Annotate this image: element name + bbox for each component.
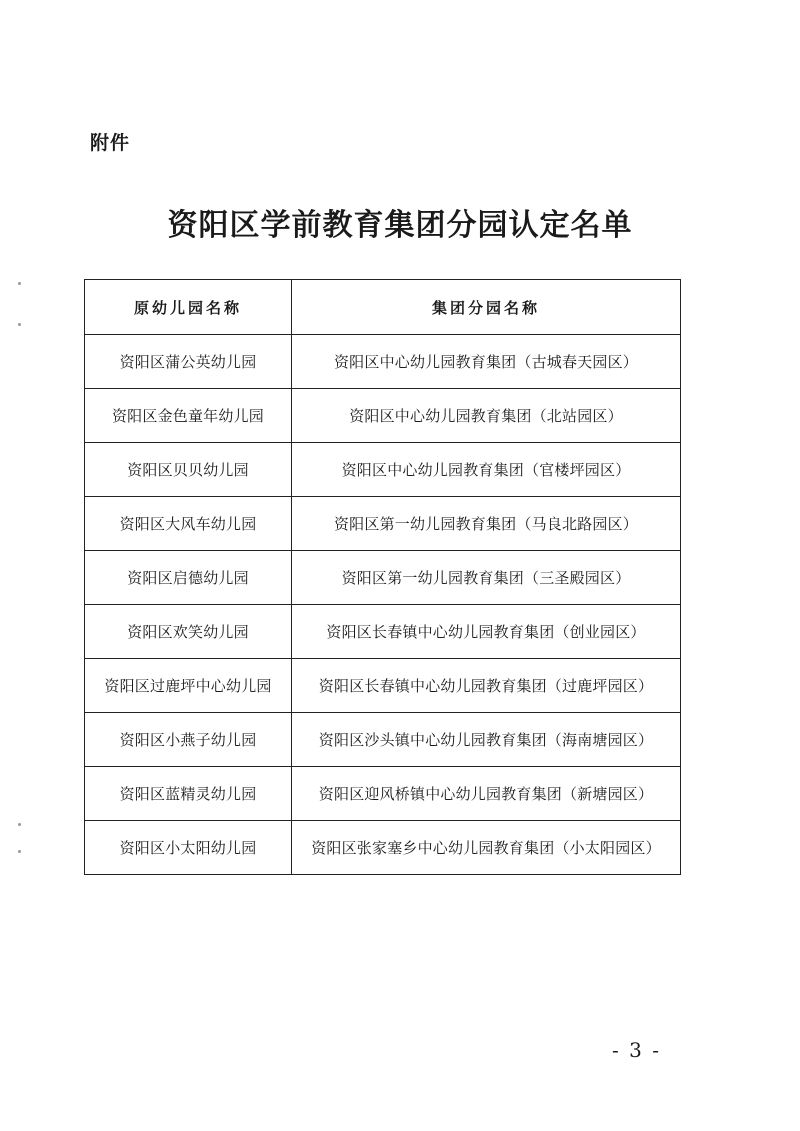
original-name-cell: 资阳区过鹿坪中心幼儿园 [85, 659, 292, 713]
original-name-cell: 资阳区小燕子幼儿园 [85, 713, 292, 767]
branch-name-cell: 资阳区第一幼儿园教育集团（三圣殿园区） [292, 551, 681, 605]
branch-name-cell: 资阳区中心幼儿园教育集团（古城春天园区） [292, 335, 681, 389]
original-name-cell: 资阳区大风车幼儿园 [85, 497, 292, 551]
original-name-cell: 资阳区金色童年幼儿园 [85, 389, 292, 443]
original-name-cell: 资阳区蓝精灵幼儿园 [85, 767, 292, 821]
table-row [85, 821, 681, 875]
column-header-original-name: 原幼儿园名称 [85, 280, 292, 335]
branch-name-cell: 资阳区第一幼儿园教育集团（马良北路园区） [292, 497, 681, 551]
branch-name-cell: 资阳区张家塞乡中心幼儿园教育集团（小太阳园区） [292, 821, 681, 875]
branch-name-cell: 资阳区长春镇中心幼儿园教育集团（过鹿坪园区） [292, 659, 681, 713]
attachment-label: 附件 [90, 132, 131, 154]
scan-speck [18, 850, 21, 853]
scan-speck [18, 823, 21, 826]
table-row [85, 659, 681, 713]
table-row [85, 497, 681, 551]
table-row [85, 335, 681, 389]
page-number: - 3 - [612, 1038, 661, 1062]
branch-name-cell: 资阳区沙头镇中心幼儿园教育集团（海南塘园区） [292, 713, 681, 767]
scan-speck [18, 323, 21, 326]
table-row [85, 551, 681, 605]
original-name-cell: 资阳区启德幼儿园 [85, 551, 292, 605]
table-row [85, 767, 681, 821]
table-row [85, 713, 681, 767]
branch-name-cell: 资阳区迎风桥镇中心幼儿园教育集团（新塘园区） [292, 767, 681, 821]
scan-speck [18, 282, 21, 285]
branch-name-cell: 资阳区中心幼儿园教育集团（北站园区） [292, 389, 681, 443]
table-header-row [85, 280, 681, 335]
original-name-cell: 资阳区欢笑幼儿园 [85, 605, 292, 659]
kindergarten-roster-table [84, 279, 681, 875]
original-name-cell: 资阳区蒲公英幼儿园 [85, 335, 292, 389]
original-name-cell: 资阳区小太阳幼儿园 [85, 821, 292, 875]
table-row [85, 605, 681, 659]
document-title: 资阳区学前教育集团分园认定名单 [167, 208, 633, 243]
branch-name-cell: 资阳区中心幼儿园教育集团（官楼坪园区） [292, 443, 681, 497]
column-header-branch-name: 集团分园名称 [292, 280, 681, 335]
table-row [85, 389, 681, 443]
branch-name-cell: 资阳区长春镇中心幼儿园教育集团（创业园区） [292, 605, 681, 659]
table-row [85, 443, 681, 497]
original-name-cell: 资阳区贝贝幼儿园 [85, 443, 292, 497]
